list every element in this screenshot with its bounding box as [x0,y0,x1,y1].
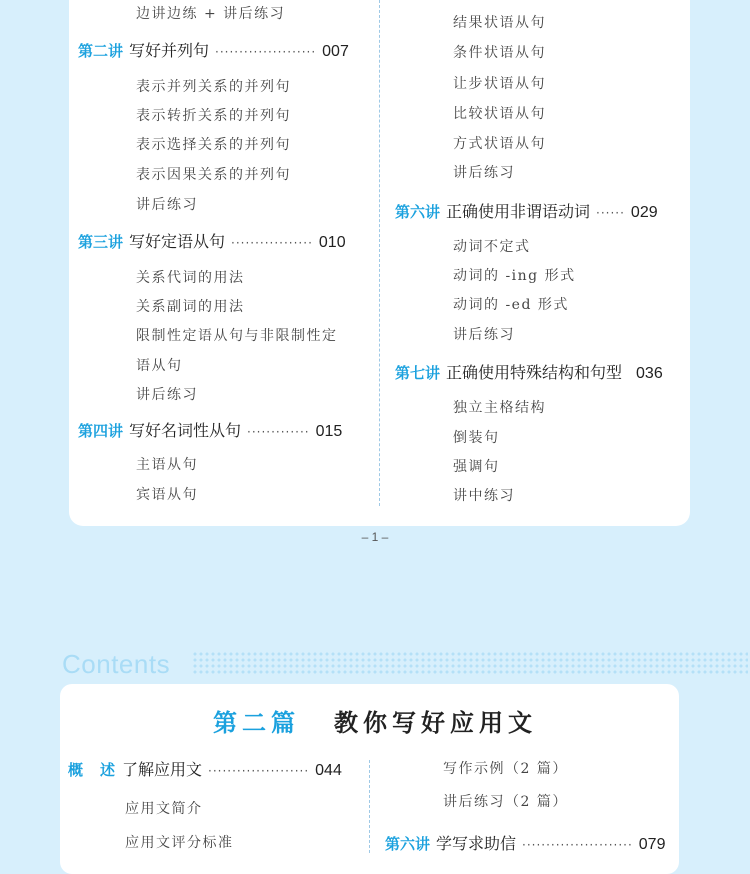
toc-subitem: 宾语从句 [136,487,198,503]
chapter-title: 写好定语从句 [129,232,226,251]
toc-subitem: 限制性定语从句与非限制性定 [136,328,338,344]
toc-subitem: 表示转折关系的并列句 [136,108,291,124]
leader-dots: ······················· [522,838,633,852]
part-title: 教你写好应用文 [334,709,537,737]
chapter-number: 第六讲 [395,203,441,221]
chapter-number: 第二讲 [78,42,124,60]
column-divider [369,760,370,853]
toc-subitem: 方式状语从句 [453,136,546,152]
toc-chapter-entry[interactable] [78,421,342,442]
column-divider [379,0,380,506]
toc-subitem: 语从句 [136,358,183,374]
toc-subitem: 主语从句 [136,457,198,473]
toc-subitem: 倒装句 [453,430,500,446]
toc-chapter-entry[interactable] [68,760,342,781]
toc-subitem: 边讲边练 + 讲后练习 [136,6,286,22]
leader-dots: ······ [596,206,625,220]
part-heading [0,703,750,738]
leader-dots: ····················· [208,764,310,778]
chapter-title: 学写求助信 [436,834,517,853]
chapter-title: 写好名词性从句 [129,421,242,440]
page-number: 079 [638,836,666,853]
toc-subitem: 讲后练习（2 篇） [443,794,568,810]
page-number: 007 [322,43,349,60]
chapter-number: 第四讲 [78,422,124,440]
chapter-number: 第六讲 [385,835,431,853]
toc-subitem: 结果状语从句 [453,15,546,31]
toc-subitem: 动词的 -ing 形式 [453,268,576,284]
leader-dots: ············· [247,425,310,439]
part-label: 第二篇 [213,709,300,737]
toc-subitem: 讲后练习 [453,165,515,181]
toc-subitem: 表示因果关系的并列句 [136,167,291,183]
chapter-number: 概 述 [68,761,117,779]
chapter-number: 第七讲 [395,364,441,382]
toc-subitem: 表示并列关系的并列句 [136,79,291,95]
toc-subitem: 让步状语从句 [453,76,546,92]
page-number: 015 [315,423,343,440]
chapter-number: 第三讲 [78,233,124,251]
chapter-title: 写好并列句 [129,41,210,60]
toc-subitem: 关系副词的用法 [136,299,245,315]
toc-subitem: 应用文简介 [125,801,203,817]
contents-heading: Contents [62,649,171,679]
toc-subitem: 动词的 -ed 形式 [453,297,569,313]
leader-dots: ················· [231,236,313,250]
toc-subitem: 应用文评分标准 [125,835,234,851]
decorative-dot-band [192,651,748,675]
toc-subitem: 讲后练习 [136,387,198,403]
toc-subitem: 动词不定式 [453,239,531,255]
toc-subitem: 写作示例（2 篇） [443,761,568,777]
page-number-footer: – 1 – [361,530,389,544]
toc-subitem: 强调句 [453,459,500,475]
toc-subitem: 讲中练习 [453,488,515,504]
toc-chapter-entry[interactable] [385,834,665,855]
toc-subitem: 表示选择关系的并列句 [136,137,291,153]
page-number: 036 [636,365,663,382]
toc-subitem: 条件状语从句 [453,45,546,61]
toc-subitem: 比较状语从句 [453,106,546,122]
toc-subitem: 关系代词的用法 [136,270,245,286]
chapter-title: 正确使用非谓语动词 [446,202,591,221]
page-number: 010 [318,234,346,251]
toc-chapter-entry[interactable] [78,232,346,253]
toc-chapter-entry[interactable] [395,202,658,223]
toc-chapter-entry[interactable] [395,363,663,384]
toc-subitem: 讲后练习 [453,327,515,343]
toc-subitem: 讲后练习 [136,197,198,213]
toc-chapter-entry[interactable] [78,41,349,62]
page-number: 029 [630,204,658,221]
toc-subitem: 独立主格结构 [453,400,546,416]
chapter-title: 正确使用特殊结构和句型 [446,363,623,382]
leader-dots: ····················· [215,45,317,59]
chapter-title: 了解应用文 [122,760,203,779]
page-number: 044 [315,762,342,779]
